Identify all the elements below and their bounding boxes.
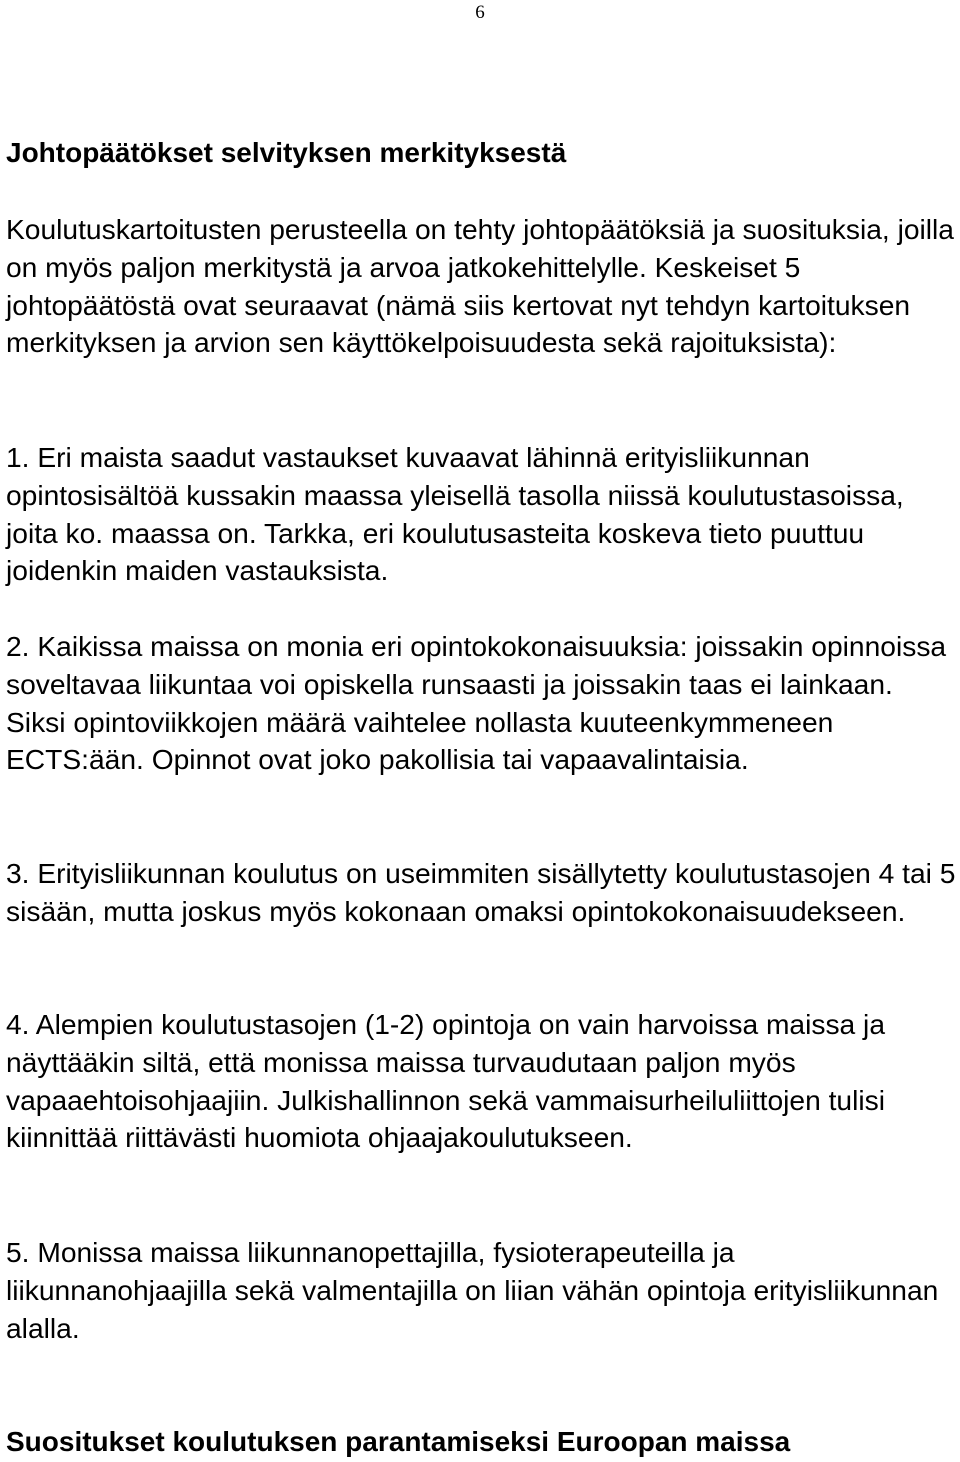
section-heading-recommendations: Suositukset koulutuksen parantamiseksi Euroopan maissa (6, 1426, 791, 1457)
conclusion-item-3: 3. Erityisliikunnan koulutus on useimmiten sisällytetty koulutustasojen 4 tai 5 sisään, mutta joskus myös kokonaan omaksi opintokokonaisuudekseen. (6, 857, 956, 927)
conclusion-item-1: 1. Eri maista saadut vastaukset kuvaavat lähinnä erityisliikunnan opintosisältöä kussakin maassa yleisellä tasolla niissä koulutustasoissa, joita ko. maassa on. Tarkka, eri koulutusasteita koskeva tieto puuttuu joidenkin maiden vastauksista. (6, 441, 904, 587)
page-number: 6 (475, 2, 485, 23)
section-heading-conclusions: Johtopäätökset selvityksen merkityksestä (6, 137, 567, 168)
conclusion-item-5: 5. Monissa maissa liikunnanopettajilla, fysioterapeuteilla ja liikunnanohjaajilla sekä valmentajilla on liian vähän opintoja erityisliikunnan alalla. (6, 1236, 939, 1344)
conclusion-item-4: 4. Alempien koulutustasojen (1-2) opintoja on vain harvoissa maissa ja näyttääkin siltä, että monissa maissa turvaudutaan paljon myös vapaaehtoisohjaajiin. Julkishallinnon sekä vammaisurheiluliittojen tulisi kiinnittää riittävästi huomiota ohjaajakoulutukseen. (6, 1008, 886, 1154)
conclusion-item-2: 2. Kaikissa maissa on monia eri opintokokonaisuuksia: joissakin opinnoissa soveltavaa liikuntaa voi opiskella runsaasti ja joissakin taas ei lainkaan. Siksi opintoviikkojen määrä vaihtelee nollasta kuuteenkymmeneen ECTS:ään. Opinnot ovat joko pakollisia tai vapaavalintaisia. (6, 630, 947, 776)
intro-paragraph: Koulutuskartoitusten perusteella on tehty johtopäätöksiä ja suosituksia, joilla on myös paljon merkitystä ja arvoa jatkokehittelylle. Keskeiset 5 johtopäätöstä ovat seuraavat (nämä siis kertovat nyt tehdyn kartoituksen merkityksen ja arvion sen käyttökelpoisuudesta sekä rajoituksista): (6, 213, 954, 359)
